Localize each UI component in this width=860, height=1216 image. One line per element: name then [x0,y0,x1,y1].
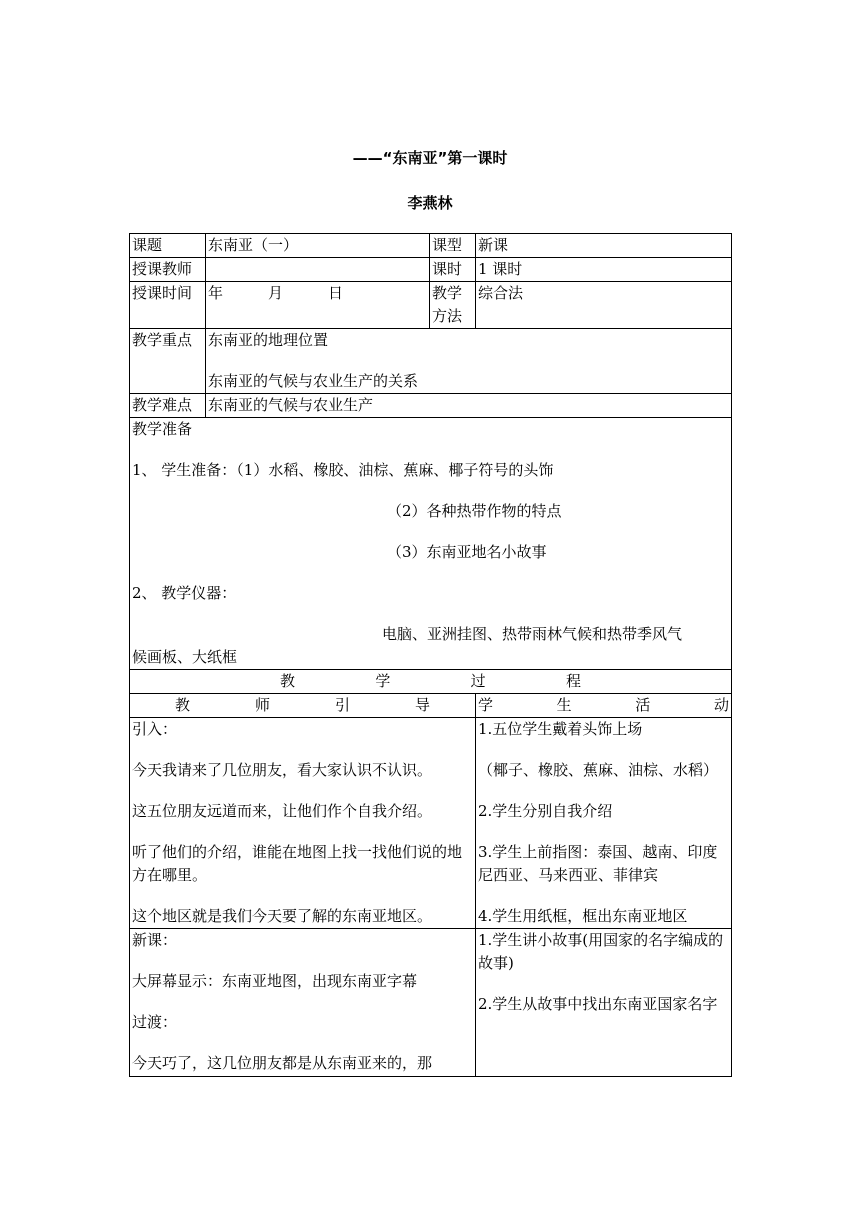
block2-teacher-line: 新课： [132,931,178,949]
time-label: 授课时间 [130,282,206,329]
row-difficulty [130,394,732,418]
key-value [206,329,732,394]
block1-student-line: 3.学生上前指图：泰国、越南、印度尼西亚、马来西亚、菲律宾 [478,843,718,884]
method-label-line-2: 方法 [432,307,463,325]
col-teacher-header: 教师引导 [130,694,476,718]
block1-teacher-line: 这个地区就是我们今天要了解的东南亚地区。 [132,907,433,925]
key-label: 教学重点 [130,329,206,394]
time-day: 日 [328,284,344,302]
difficulty-label: 教学难点 [130,394,206,418]
preparation-cell [130,418,732,670]
row-process-heading [130,670,732,694]
preparation-line-1: 1、 学生准备：（1）水稻、橡胶、油棕、蕉麻、椰子符号的头饰 [132,461,554,479]
block1-student-line: （椰子、橡胶、蕉麻、油棕、水稻） [478,761,719,779]
preparation-line-3: （3）东南亚地名小故事 [387,543,547,561]
topic-value: 东南亚（一） [206,234,430,258]
teacher-value [206,258,430,282]
block1-teacher-line: 听了他们的介绍，谁能在地图上找一找他们说的地方在哪里。 [132,843,463,884]
block2-student-line: 1.学生讲小故事(用国家的名字编成的故事) [478,931,724,972]
block1-student-line: 1.五位学生戴着头饰上场 [478,720,643,738]
hours-value: 1 课时 [476,258,732,282]
block1-teacher-line: 今天我请来了几位朋友，看大家认识不认识。 [132,761,433,779]
row-process-columns [130,694,732,718]
row-key-points [130,329,732,394]
type-value: 新课 [476,234,732,258]
document-title: ——“东南亚”第一课时 [352,149,508,167]
block2-teacher-line: 过渡： [132,1013,178,1031]
key-line-2: 东南亚的气候与农业生产的关系 [208,372,419,390]
row-teacher [130,258,732,282]
block2-teacher-line: 今天巧了，这几位朋友都是从东南亚来的，那 [132,1054,433,1072]
method-value: 综合法 [476,282,732,329]
row-intro [130,718,732,929]
time-year: 年 [208,284,224,302]
block2-student [476,929,732,1077]
row-new-lesson [130,929,732,1077]
block1-teacher-line: 这五位朋友远道而来，让他们作个自我介绍。 [132,802,433,820]
preparation-line-6: 候画板、大纸框 [132,648,238,666]
topic-label: 课题 [130,234,206,258]
lesson-plan-table [129,233,732,1077]
row-preparation [130,418,732,670]
type-label: 课型 [430,234,476,258]
block2-student-line: 2.学生从故事中找出东南亚国家名字 [478,995,718,1013]
block1-student-line: 2.学生分别自我介绍 [478,802,613,820]
method-label-line-1: 教学 [432,284,463,302]
teacher-label: 授课教师 [130,258,206,282]
preparation-line-2: （2）各种热带作物的特点 [387,502,562,520]
col-student-header: 学生活动 [476,694,732,718]
block2-teacher-line: 大屏幕显示：东南亚地图，出现东南亚字幕 [132,972,418,990]
block2-teacher [130,929,476,1077]
row-topic [130,234,732,258]
method-label [430,282,476,329]
process-heading: 教学过程 [130,670,732,694]
hours-label: 课时 [430,258,476,282]
block1-student-line: 4.学生用纸框，框出东南亚地区 [478,907,688,925]
document-author: 李燕林 [407,194,453,212]
time-value [206,282,430,329]
preparation-line-4: 2、 教学仪器： [132,584,237,602]
preparation-heading: 教学准备 [132,420,193,438]
block1-student [476,718,732,929]
block1-teacher [130,718,476,929]
row-time [130,282,732,329]
preparation-line-5: 电脑、亚洲挂图、热带雨林气候和热带季风气 [382,625,683,643]
block1-teacher-line: 引入： [132,720,178,738]
time-month: 月 [268,284,284,302]
difficulty-value: 东南亚的气候与农业生产 [206,394,732,418]
key-line-1: 东南亚的地理位置 [208,331,329,349]
